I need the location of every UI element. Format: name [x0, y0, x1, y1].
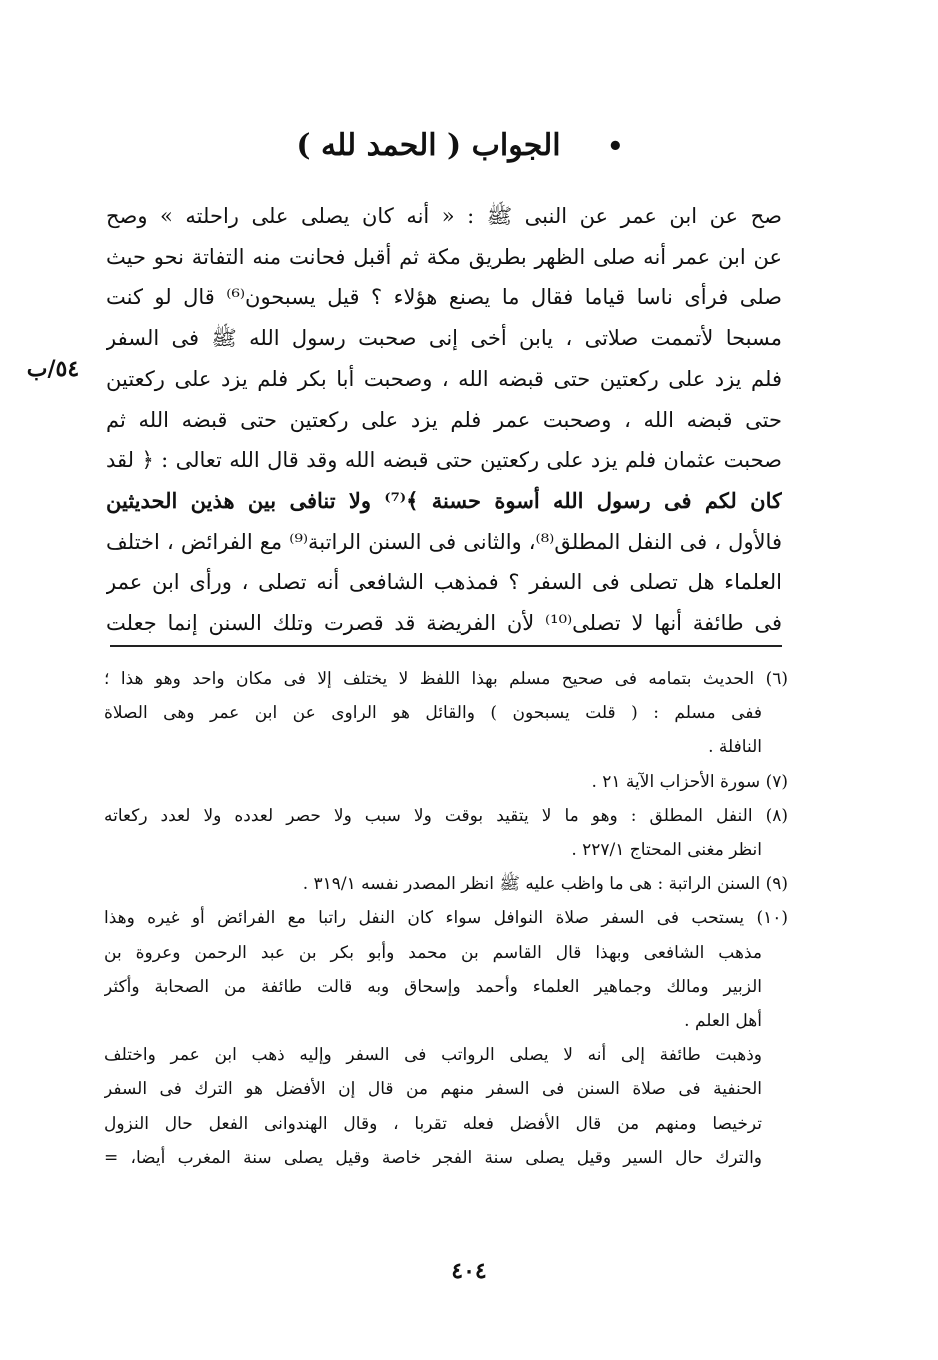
manuscript-folio-note: ٥٤/ب	[26, 356, 80, 382]
footnote-line: (١٠) يستحب فى السفر صلاة النوافل سواء كان النفل راتبا مع الفرائض أو غيره وهذا	[104, 908, 788, 929]
text-line: صحبت عثمان فلم يزد على ركعتين حتى قبضه الله وقد قال الله تعالى : ﴿ لقد	[106, 448, 782, 473]
footnote-9	[104, 867, 788, 901]
page-number: ٤٠٤	[451, 1258, 487, 1284]
footnote-divider	[110, 645, 782, 647]
footnote-line: (٨) النفل المطلق : وهو ما لا يتقيد بوقت ولا سبب ولا حصر لعدده ولا لعدد ركعاته	[104, 805, 788, 826]
footnote-line: والترك حال السير وقيل يصلى سنة الفجر خاصة وقيل يصلى سنة المغرب أيضا، =	[104, 1147, 762, 1168]
footnote-7	[104, 765, 788, 799]
footnote-line: (٦) الحديث بتمامه فى صحيح مسلم بهذا اللفظ لا يختلف إلا فى مكان واحد وهو هذا ؛	[104, 669, 788, 689]
main-text	[106, 196, 782, 644]
text-line: فى طائفة أنها لا تصلى⁽¹⁰⁾ لأن الفريضة قد قصرت وتلك السنن إنما جعلت	[106, 611, 782, 636]
footnote-line: النافلة .	[708, 737, 762, 758]
text-line: صلى فرأى ناسا قياما فقال ما يصنع هؤلاء ؟ قيل يسبحون⁽⁶⁾ قال لو كنت	[106, 285, 782, 310]
footnote-10	[104, 901, 788, 1175]
heading-title: الجواب ( الحمد لله )	[296, 128, 561, 163]
text-line: فلم يزد على ركعتين حتى قبضه الله ، وصحبت أبا بكر فلم يزد على ركعتين	[106, 366, 782, 391]
footnote-line: (٧) سورة الأحزاب الآية ٢١ .	[591, 771, 788, 792]
heading-bullet: •	[607, 132, 624, 162]
text-line: كان لكم فى رسول الله أسوة حسنة ﴾⁽⁷⁾ ولا تنافى بين هذين الحديثين	[106, 487, 782, 513]
answer-heading	[110, 126, 810, 167]
text-line: مسبحا لأتممت صلاتى ، يابن أخى إنى صحبت رسول الله ﷺ فى السفر	[106, 326, 782, 351]
footnote-line: أهل العلم .	[684, 1011, 762, 1032]
footnote-8	[104, 799, 788, 867]
footnote-line: ترخيصا ومنهم من قال الأفضل فعله تقربا ، وقال الهندوانى الفعل حال النزول	[104, 1113, 762, 1134]
footnote-line: (٩) السنن الراتبة : هى ما واظب عليه ﷺ انظر المصدر نفسه ٣١٩/١ .	[302, 874, 788, 895]
text-line: عن ابن عمر أنه صلى الظهر بطريق مكة ثم أقبل فحانت منه التفاتة نحو حيث	[106, 244, 782, 269]
text-line: العلماء هل تصلى فى السفر ؟ فمذهب الشافعى أنه تصلى ، ورأى ابن عمر	[106, 570, 782, 595]
text-line: صح عن ابن عمر عن النبى ﷺ : « أنه كان يصلى على راحلته » وصح	[106, 204, 782, 228]
text-line: حتى قبضه الله ، وصحبت عمر فلم يزد على ركعتين حتى قبضه الله ثم	[106, 407, 782, 432]
footnote-line: وذهبت طائفة إلى أنه لا يصلى الرواتب فى السفر وإليه ذهب ابن عمر واختلف	[104, 1045, 762, 1066]
text-line: فالأول ، فى النفل المطلق⁽⁸⁾، والثانى فى السنن الراتبة⁽⁹⁾ مع الفرائض ، اختلف	[106, 529, 782, 554]
footnote-6	[104, 662, 788, 765]
footnote-line: انظر مغنى المحتاج ٢٢٧/١ .	[571, 840, 762, 861]
footnote-line: الحنفية فى صلاة السنن فى السفر منهم من قال إن الأفضل هو الترك فى السفر	[104, 1079, 762, 1100]
footnotes	[104, 662, 788, 1175]
footnote-line: ففى مسلم : ( قلت يسبحون ) والقائل هو الراوى عن ابن عمر وهى الصلاة	[104, 703, 762, 724]
footnote-line: مذهب الشافعى وبهذا قال القاسم بن محمد وأبو بكر بن عبد الرحمن وعروة بن	[104, 942, 762, 963]
footnote-line: الزبير ومالك وجماهير العلماء وأحمد وإسحاق وبه قالت طائفة من الصحابة وأكثر	[104, 976, 762, 997]
